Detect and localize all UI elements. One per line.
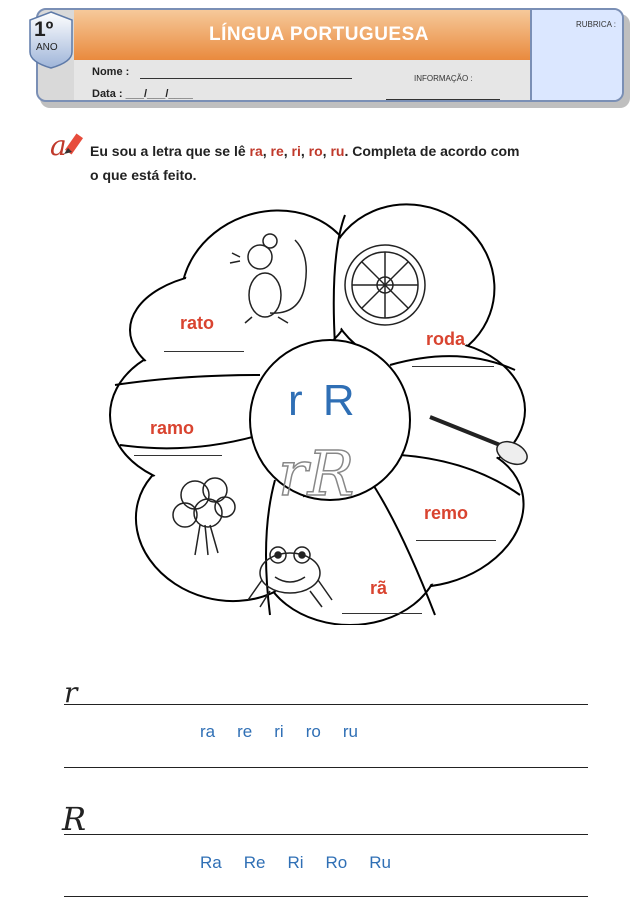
rubric-label: RUBRICA : — [575, 20, 616, 29]
syllable-ra: ra — [249, 143, 263, 159]
title-bar — [74, 10, 565, 60]
info-label: INFORMAÇÃO : — [414, 74, 473, 83]
instruction-line2: o que está feito. — [90, 167, 197, 183]
svg-text:a: a — [50, 130, 67, 160]
word-roda: roda — [426, 329, 466, 349]
sep: , — [262, 143, 271, 159]
syllable-lower-ro: ro — [305, 722, 321, 741]
practice-line-2[interactable] — [64, 767, 588, 768]
info-line[interactable] — [386, 99, 500, 100]
page-title: LÍNGUA PORTUGUESA — [209, 24, 429, 45]
practice-line-4[interactable] — [64, 896, 588, 897]
syllable-upper-ri: Ri — [287, 853, 304, 872]
name-label: Nome : — [92, 66, 130, 78]
letter-pencil-icon — [48, 130, 90, 160]
answer-line-remo[interactable] — [416, 540, 496, 541]
syllable-lower-ri: ri — [274, 722, 284, 741]
syllable-ru: ru — [330, 143, 345, 159]
sep: , — [300, 143, 309, 159]
syllable-upper-ra: Ra — [200, 853, 222, 872]
wheel-icon — [345, 245, 425, 325]
name-line[interactable] — [140, 78, 352, 79]
syllable-upper-ro: Ro — [325, 853, 348, 872]
answer-line-roda[interactable] — [412, 366, 494, 367]
instruction-prefix: Eu sou a letra que se lê — [90, 143, 250, 159]
word-ramo: ramo — [150, 418, 195, 438]
syllable-re: re — [270, 143, 284, 159]
grade-sub: ANO — [36, 42, 58, 53]
syllable-lower-re: re — [237, 722, 253, 741]
syllable-upper-ru: Ru — [369, 853, 391, 872]
syllable-lower-ru: ru — [342, 722, 358, 741]
practice-line-1[interactable] — [64, 704, 588, 705]
center-cursive-letters: rR — [278, 437, 355, 510]
rubric-box — [530, 10, 622, 100]
answer-line-ramo[interactable] — [134, 455, 222, 456]
word-rato: rato — [180, 313, 215, 333]
answer-line-ra-til[interactable] — [342, 613, 422, 614]
answer-line-rato[interactable] — [164, 351, 244, 352]
syllable-ro: ro — [308, 143, 323, 159]
syllable-lower-ra: ra — [200, 722, 216, 741]
cursive-lower-r: r — [64, 676, 78, 709]
cursive-upper-r: R — [62, 800, 87, 838]
syllable-ri: ri — [291, 143, 301, 159]
grade-number: 1º — [34, 18, 54, 41]
sep: , — [322, 143, 331, 159]
date-label[interactable]: Data : ___/___/____ — [92, 88, 193, 100]
practice-line-3[interactable] — [64, 834, 588, 835]
word-remo: remo — [424, 503, 469, 523]
center-letters: r R — [288, 376, 359, 425]
instruction-text — [90, 139, 610, 187]
instruction-suffix: . Completa de acordo com — [344, 143, 520, 159]
upper-syllable-row — [200, 853, 413, 873]
sep: , — [283, 143, 292, 159]
word-ra-til: rã — [370, 578, 388, 598]
lower-syllable-row — [200, 722, 380, 742]
syllable-upper-re: Re — [243, 853, 266, 872]
